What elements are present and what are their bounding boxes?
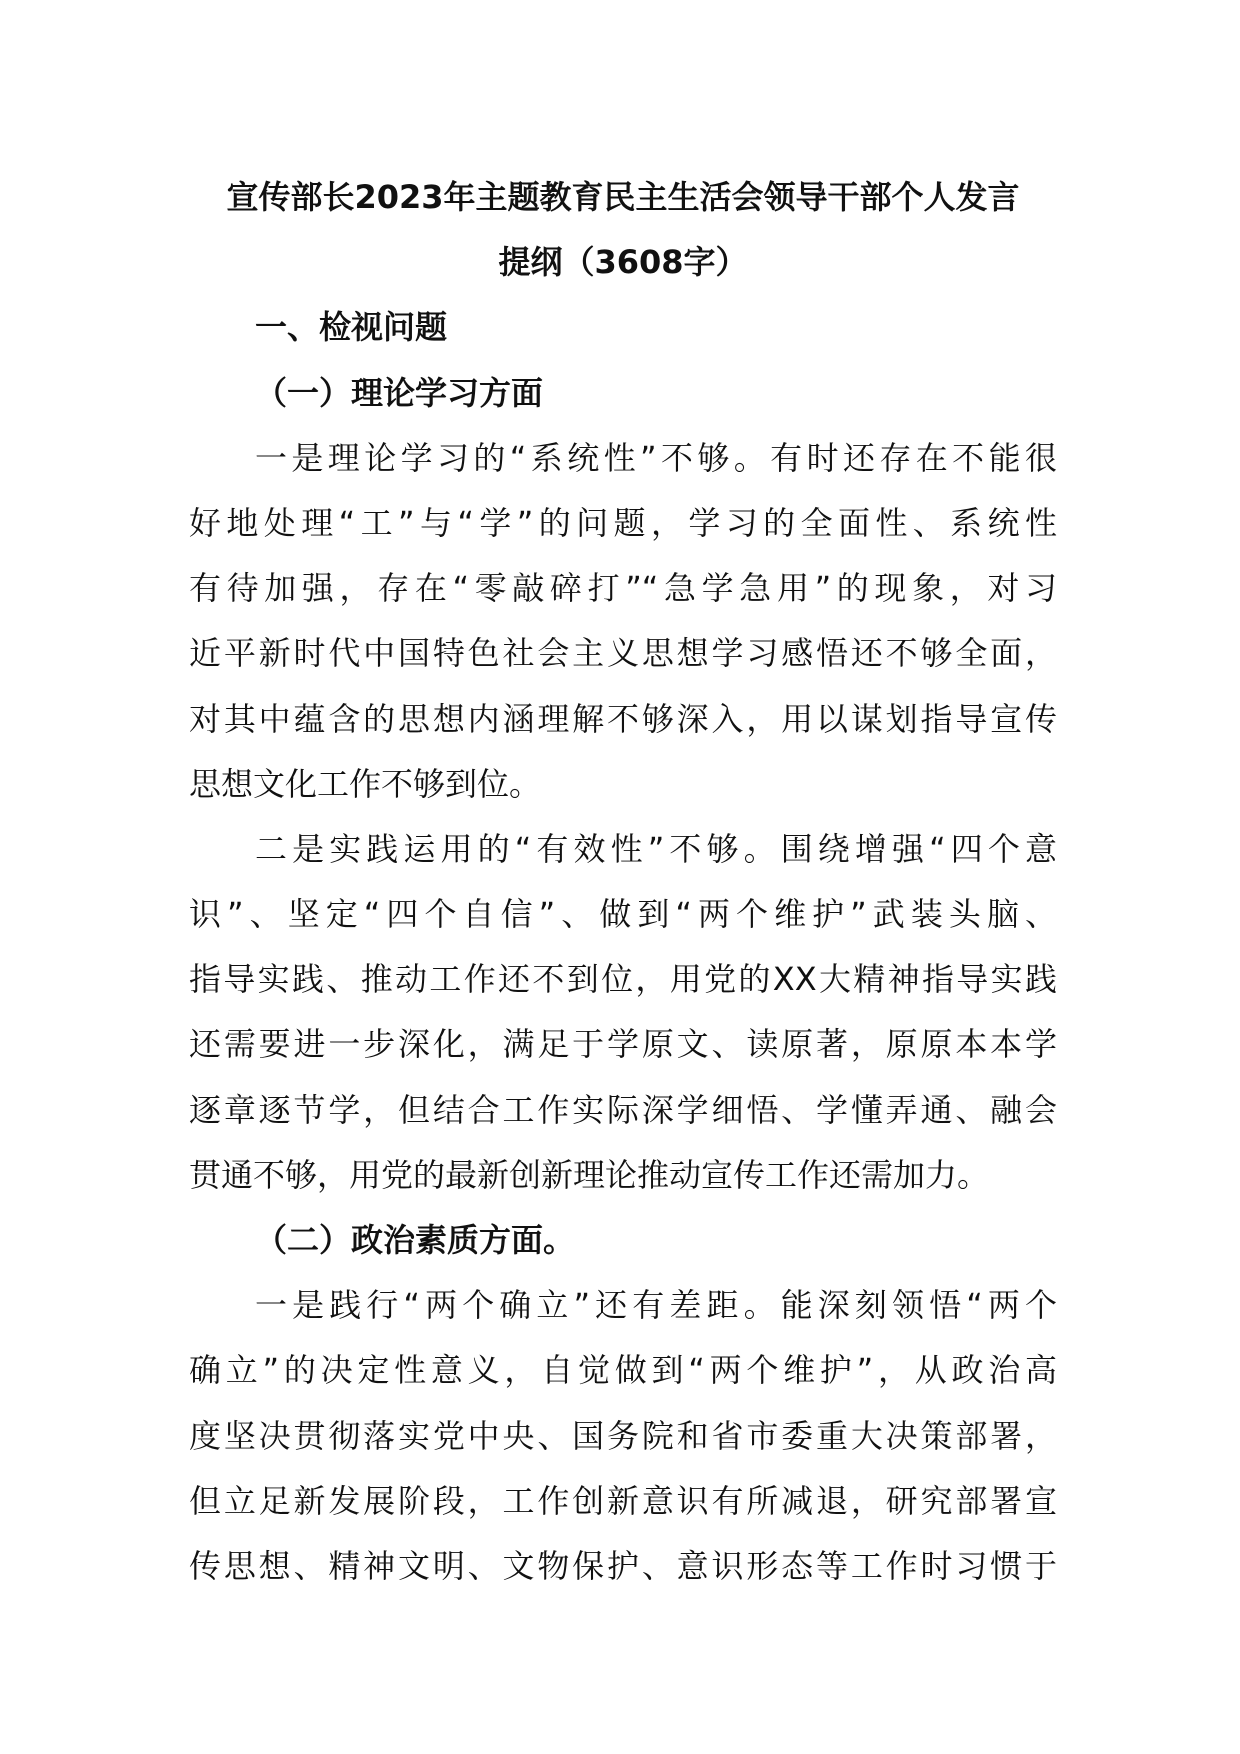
text-line: 逐章逐节学，但结合工作实际深学细悟、学懂弄通、融会 [189, 1090, 1057, 1129]
paragraph-1 [189, 426, 1057, 817]
text-line: 还需要进一步深化，满足于学原文、读原著，原原本本学 [189, 1025, 1057, 1064]
text-line: 近平新时代中国特色社会主义思想学习感悟还不够全面， [189, 634, 1057, 673]
text-line: 二是实践运用的“有效性”不够。围绕增强“四个意 [255, 829, 1057, 868]
text-line: 对其中蕴含的思想内涵理解不够深入，用以谋划指导宣传 [189, 699, 1057, 738]
text-line: 传思想、精神文明、文物保护、意识形态等工作时习惯于 [189, 1546, 1057, 1585]
text-line: 思想文化工作不够到位。 [189, 764, 542, 803]
text-line: 有待加强，存在“零敲碎打”“急学急用”的现象，对习 [189, 569, 1057, 608]
text-line: 确立”的决定性意义，自觉做到“两个维护”，从政治高 [189, 1351, 1057, 1390]
section-heading: 一、检视问题 [255, 308, 448, 347]
text-line: 但立足新发展阶段，工作创新意识有所减退，研究部署宣 [189, 1481, 1057, 1520]
document-title-line-1: 宣传部长2023年主题教育民主生活会领导干部个人发言 [226, 178, 1020, 216]
text-line: 一是理论学习的“系统性”不够。有时还存在不能很 [255, 438, 1057, 477]
paragraph-3 [189, 1273, 1057, 1599]
text-line: 指导实践、推动工作还不到位，用党的XX大精神指导实践 [189, 960, 1057, 999]
paragraph-2 [189, 817, 1057, 1208]
subsection-heading-politics: （二）政治素质方面。 [255, 1221, 576, 1259]
subsection-heading-theory: （一）理论学习方面 [255, 373, 544, 412]
text-line: 度坚决贯彻落实党中央、国务院和省市委重大决策部署， [189, 1416, 1057, 1455]
text-line: 贯通不够，用党的最新创新理论推动宣传工作还需加力。 [189, 1155, 990, 1194]
text-line: 识”、坚定“四个自信”、做到“两个维护”武装头脑、 [189, 895, 1057, 934]
text-line: 一是践行“两个确立”还有差距。能深刻领悟“两个 [255, 1286, 1057, 1325]
document-page [189, 165, 1057, 1599]
document-title-line-2: 提纲（3608字） [498, 243, 748, 282]
text-line: 好地处理“工”与“学”的问题，学习的全面性、系统性 [189, 503, 1057, 542]
